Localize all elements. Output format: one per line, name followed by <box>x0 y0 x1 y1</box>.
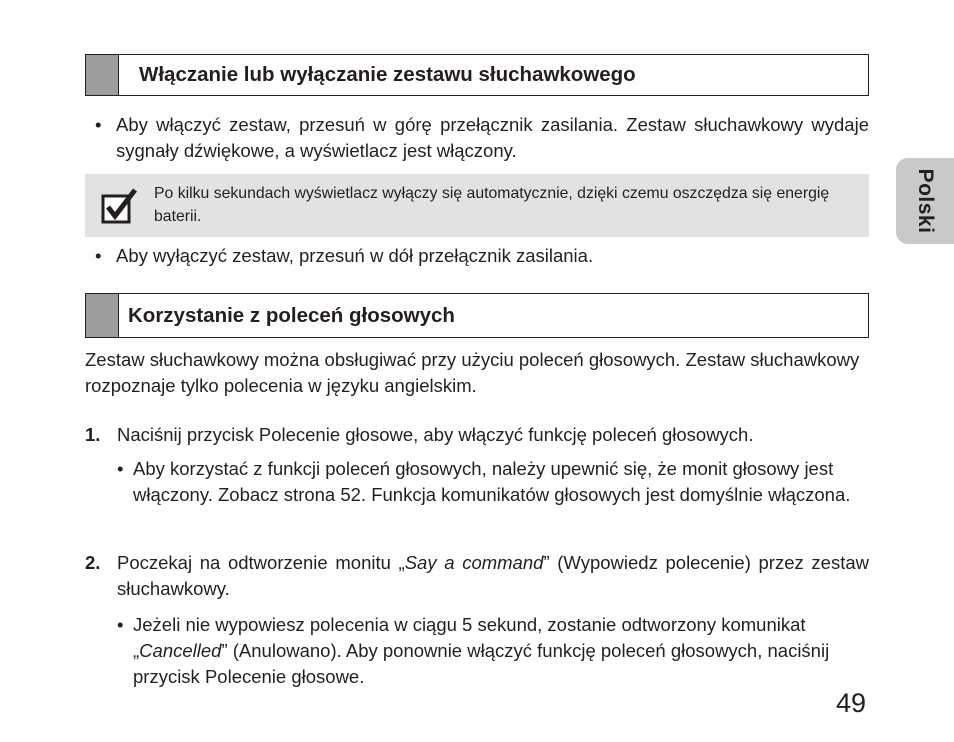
bullet-marker: • <box>117 614 124 635</box>
section-heading-power <box>85 54 869 96</box>
language-tab <box>896 158 954 244</box>
step-1-bullet: Aby korzystać z funkcji poleceń głosowych, należy upewnić się, że monit głosowy jest włączony. Zobacz strona 52. Funkcja komunikatów głosowych jest domyślnie włączona. <box>133 458 851 505</box>
step-number: 1. <box>85 424 101 445</box>
section-heading-voice <box>85 293 869 338</box>
step-1-text: Naciśnij przycisk Polecenie głosowe, aby włączyć funkcję poleceń głosowych. <box>117 424 754 445</box>
note-text: Po kilku sekundach wyświetlacz wyłączy się automatycznie, dzięki czemu oszczędza się energię baterii. <box>154 185 830 225</box>
bullet-marker: • <box>95 245 102 266</box>
checkbox-check-icon <box>101 188 139 224</box>
page-number: 49 <box>836 688 867 718</box>
step-2-bullet: Jeżeli nie wypowiesz polecenia w ciągu 5 sekund, zostanie odtworzony komunikat „Cancelled” (Anulowano). Aby ponownie włączyć funkcję poleceń głosowych, naciśnij przycisk Polecenie głosowe. <box>133 614 830 687</box>
step-2-text: Poczekaj na odtworzenie monitu „Say a command” (Wypowiedz polecenie) przez zestaw słuchawkowy. <box>117 552 869 599</box>
step-number: 2. <box>85 552 101 573</box>
language-tab-label: Polski <box>914 168 937 234</box>
voice-intro-paragraph: Zestaw słuchawkowy można obsługiwać przy użyciu poleceń głosowych. Zestaw słuchawkowy rozpoznaje tylko polecenia w języku angielskim. <box>85 349 860 396</box>
heading-marker <box>86 294 119 337</box>
note-box <box>85 174 869 237</box>
prompt-cancelled: Cancelled <box>139 640 222 661</box>
section-title-voice: Korzystanie z poleceń głosowych <box>128 303 455 327</box>
heading-marker <box>86 55 119 95</box>
prompt-say-a-command: Say a command <box>404 552 544 573</box>
bullet-marker: • <box>117 458 124 479</box>
bullet-power-off: Aby wyłączyć zestaw, przesuń w dół przełącznik zasilania. <box>116 245 594 266</box>
bullet-marker: • <box>95 114 102 135</box>
section-title-power: Włączanie lub wyłączanie zestawu słuchawkowego <box>139 63 636 86</box>
bullet-power-on: Aby włączyć zestaw, przesuń w górę przełącznik zasilania. Zestaw słuchawkowy wydaje sygnały dźwiękowe, a wyświetlacz jest włączony. <box>116 114 869 161</box>
